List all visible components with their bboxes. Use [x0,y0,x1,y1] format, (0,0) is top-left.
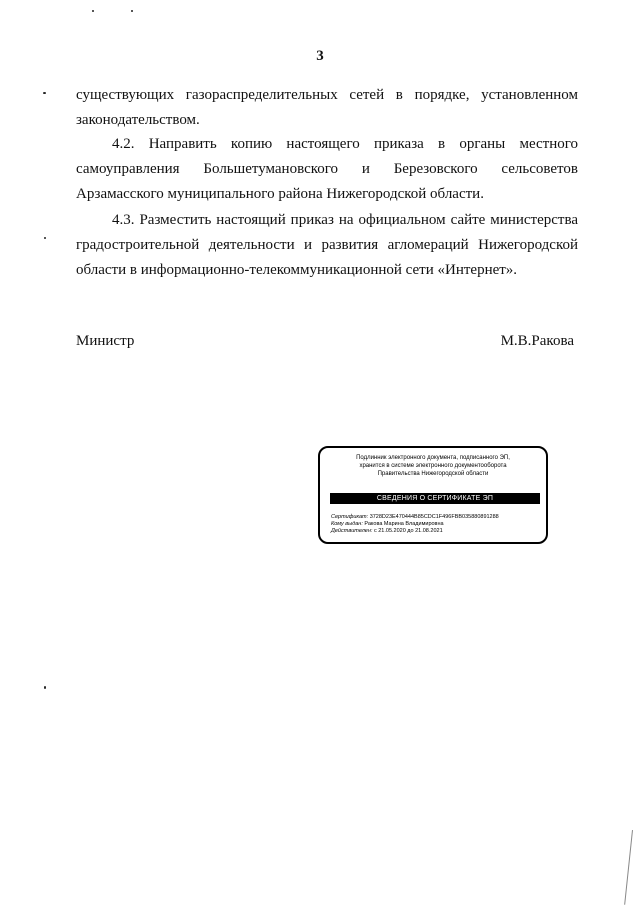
stamp-cert-value: 3728D23E470444B85CDC1F496FBB035880891288 [369,514,499,520]
stamp-cert-label: Сертификат: [331,514,369,520]
stamp-valid-label: Действителен: [331,528,373,534]
stamp-owner-label: Кому выдан: [331,521,363,527]
stamp-header-line-2: хранится в системе электронного документооборота [359,463,507,469]
signatory-title: Министр [76,333,135,349]
stamp-certificate-details [331,514,542,535]
stamp-cert-row [331,514,542,521]
scan-speck [92,10,94,12]
paragraph-4-2 [76,132,578,207]
electronic-signature-stamp [318,446,548,544]
stamp-valid-row [331,528,542,535]
stamp-header [326,454,540,478]
paragraph-4-2-text: 4.2. Направить копию настоящего приказа в органы местного самоуправления Большетумановского и Березовского сельсоветов Арзамасского муниципального района Нижегородской области. [76,136,578,202]
scan-speck [131,10,133,12]
page-number: 3 [316,48,324,64]
stamp-owner-value: Ракова Марина Владимировна [364,521,444,527]
scan-speck [43,92,46,94]
stamp-header-line-1: Подлинник электронного документа, подписанного ЭП, [356,455,510,461]
stamp-owner-row [331,521,542,528]
paragraph-4-3 [76,208,578,283]
paragraph-4-3-text: 4.3. Разместить настоящий приказ на официальном сайте министерства градостроительной деятельности и развития агломераций Нижегородской области в информационно-телекоммуникационной сети «Интернет». [76,212,578,278]
scan-speck [44,686,46,689]
scan-speck [44,237,46,239]
signatory-name: М.В.Ракова [500,333,574,349]
stamp-header-line-3: Правительства Нижегородской области [377,471,489,477]
scan-edge-line [624,830,633,905]
paragraph-continuation: существующих газораспределительных сетей в порядке, установленном законодательством. [76,87,578,128]
stamp-certificate-bar: СВЕДЕНИЯ О СЕРТИФИКАТЕ ЭП [330,493,540,504]
stamp-valid-value: с 21.05.2020 до 21.08.2021 [373,528,443,534]
